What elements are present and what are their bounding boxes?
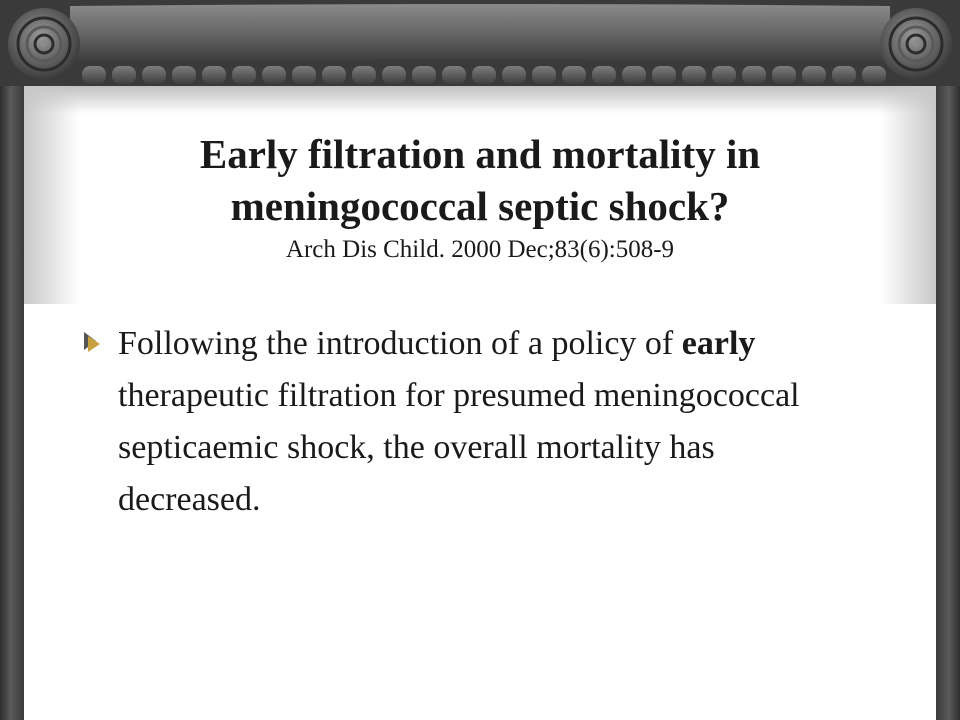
bullet-arrow-icon bbox=[82, 328, 104, 354]
dentil bbox=[202, 66, 226, 84]
dentil bbox=[802, 66, 826, 84]
dentil bbox=[412, 66, 436, 84]
dentil bbox=[292, 66, 316, 84]
dentil bbox=[682, 66, 706, 84]
page-right-shadow bbox=[880, 84, 936, 304]
title-block bbox=[80, 128, 880, 266]
dentil bbox=[712, 66, 736, 84]
page-top-shadow bbox=[24, 84, 936, 114]
slide-title-line-1: Early filtration and mortality in bbox=[199, 131, 761, 177]
dentil bbox=[322, 66, 346, 84]
bullet-emphasis: early bbox=[681, 325, 756, 362]
dentil bbox=[502, 66, 526, 84]
dentil bbox=[352, 66, 376, 84]
dentil bbox=[232, 66, 256, 84]
dentil bbox=[382, 66, 406, 84]
dentil bbox=[562, 66, 586, 84]
dentil bbox=[772, 66, 796, 84]
dentil bbox=[532, 66, 556, 84]
dentil bbox=[112, 66, 136, 84]
dentil bbox=[442, 66, 466, 84]
dentil bbox=[262, 66, 286, 84]
dentil bbox=[862, 66, 886, 84]
column-capital bbox=[0, 0, 960, 86]
dentil bbox=[622, 66, 646, 84]
dentil bbox=[592, 66, 616, 84]
dentil bbox=[832, 66, 856, 84]
left-column bbox=[0, 80, 24, 720]
slide-citation: Arch Dis Child. 2000 Dec;83(6):508-9 bbox=[285, 236, 675, 263]
page-left-shadow bbox=[24, 84, 80, 304]
dentil bbox=[172, 66, 196, 84]
dentil bbox=[742, 66, 766, 84]
dentil bbox=[472, 66, 496, 84]
dentil bbox=[652, 66, 676, 84]
bullet-text-after: therapeutic filtration for presumed meningococcal septicaemic shock, the overall mortality has decreased. bbox=[118, 377, 800, 518]
right-column bbox=[936, 80, 960, 720]
dentil bbox=[142, 66, 166, 84]
bullet-text-before: Following the introduction of a policy of bbox=[118, 325, 682, 362]
dentil bbox=[82, 66, 106, 84]
slide-title-line-2: meningococcal septic shock? bbox=[230, 183, 730, 229]
bullet-text bbox=[118, 318, 838, 526]
